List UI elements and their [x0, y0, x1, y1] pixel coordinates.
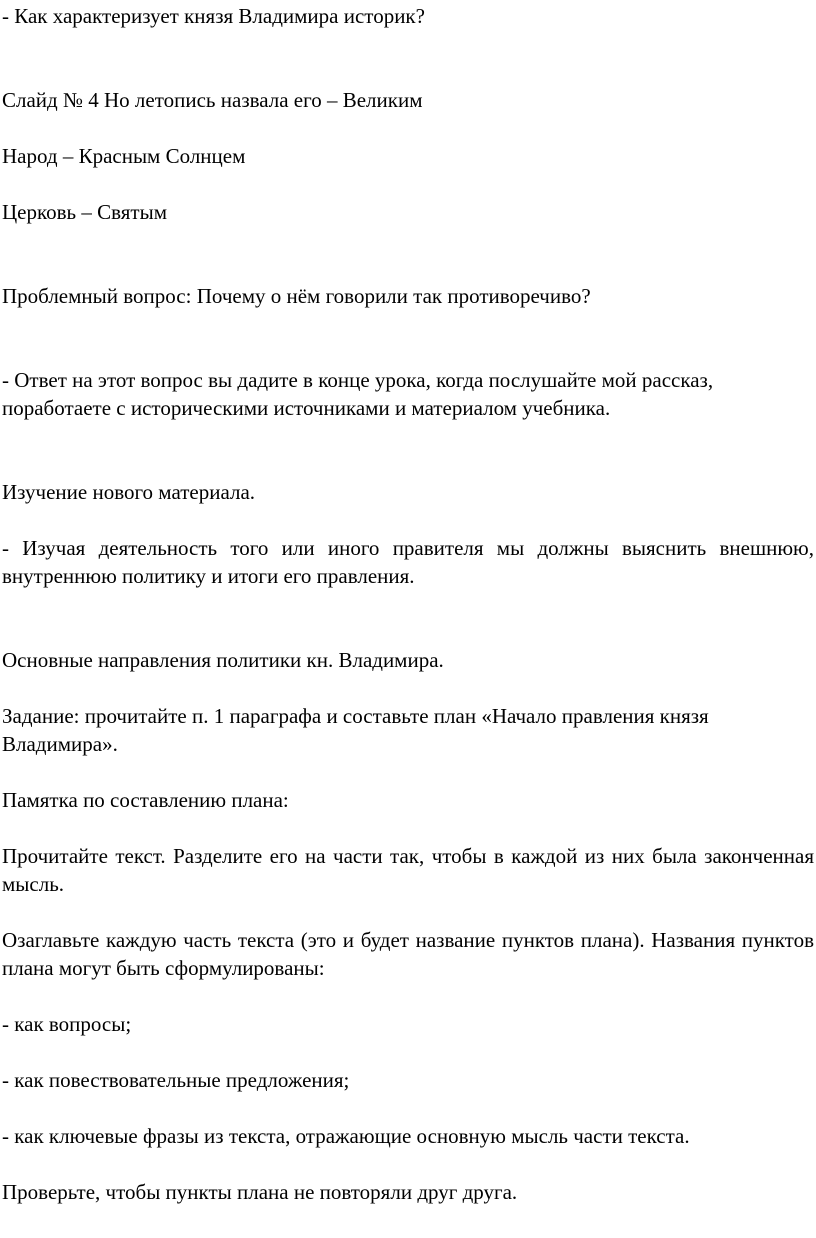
task-paragraph: Задание: прочитайте п. 1 параграфа и составьте план «Начало правления князя Владимира».: [2, 704, 709, 756]
list-item-questions: - как вопросы;: [2, 1012, 132, 1036]
people-line: Народ – Красным Солнцем: [2, 144, 246, 168]
list-item-narrative: - как повествовательные предложения;: [2, 1068, 350, 1092]
list-item-key-phrases: - как ключевые фразы из текста, отражающие основную мысль части текста.: [2, 1124, 690, 1148]
church-line: Церковь – Святым: [2, 200, 167, 224]
read-text-paragraph: Прочитайте текст. Разделите его на части так, чтобы в каждой из них была законченная мысль.: [2, 844, 814, 896]
problem-question: Проблемный вопрос: Почему о нём говорили так противоречиво?: [2, 284, 591, 308]
new-material-heading: Изучение нового материала.: [2, 480, 256, 504]
title-parts-paragraph: Озаглавьте каждую часть текста (это и будет название пунктов плана). Названия пунктов плана могут быть сформулированы:: [2, 928, 814, 980]
plan-memo-heading: Памятка по составлению плана:: [2, 788, 289, 812]
slide-4-line: Слайд № 4 Но летопись назвала его – Великим: [2, 88, 423, 112]
ruler-activity-paragraph: - Изучая деятельность того или иного правителя мы должны выяснить внешнюю, внутреннюю политику и итоги его правления.: [2, 536, 814, 588]
answer-paragraph: - Ответ на этот вопрос вы дадите в конце урока, когда послушайте мой рассказ, поработаете с историческими источниками и материалом учебника.: [2, 368, 714, 420]
policy-directions-heading: Основные направления политики кн. Владимира.: [2, 648, 444, 672]
question-historian: - Как характеризует князя Владимира историк?: [2, 4, 425, 28]
check-plan-line: Проверьте, чтобы пункты плана не повторяли друг друга.: [2, 1180, 518, 1204]
